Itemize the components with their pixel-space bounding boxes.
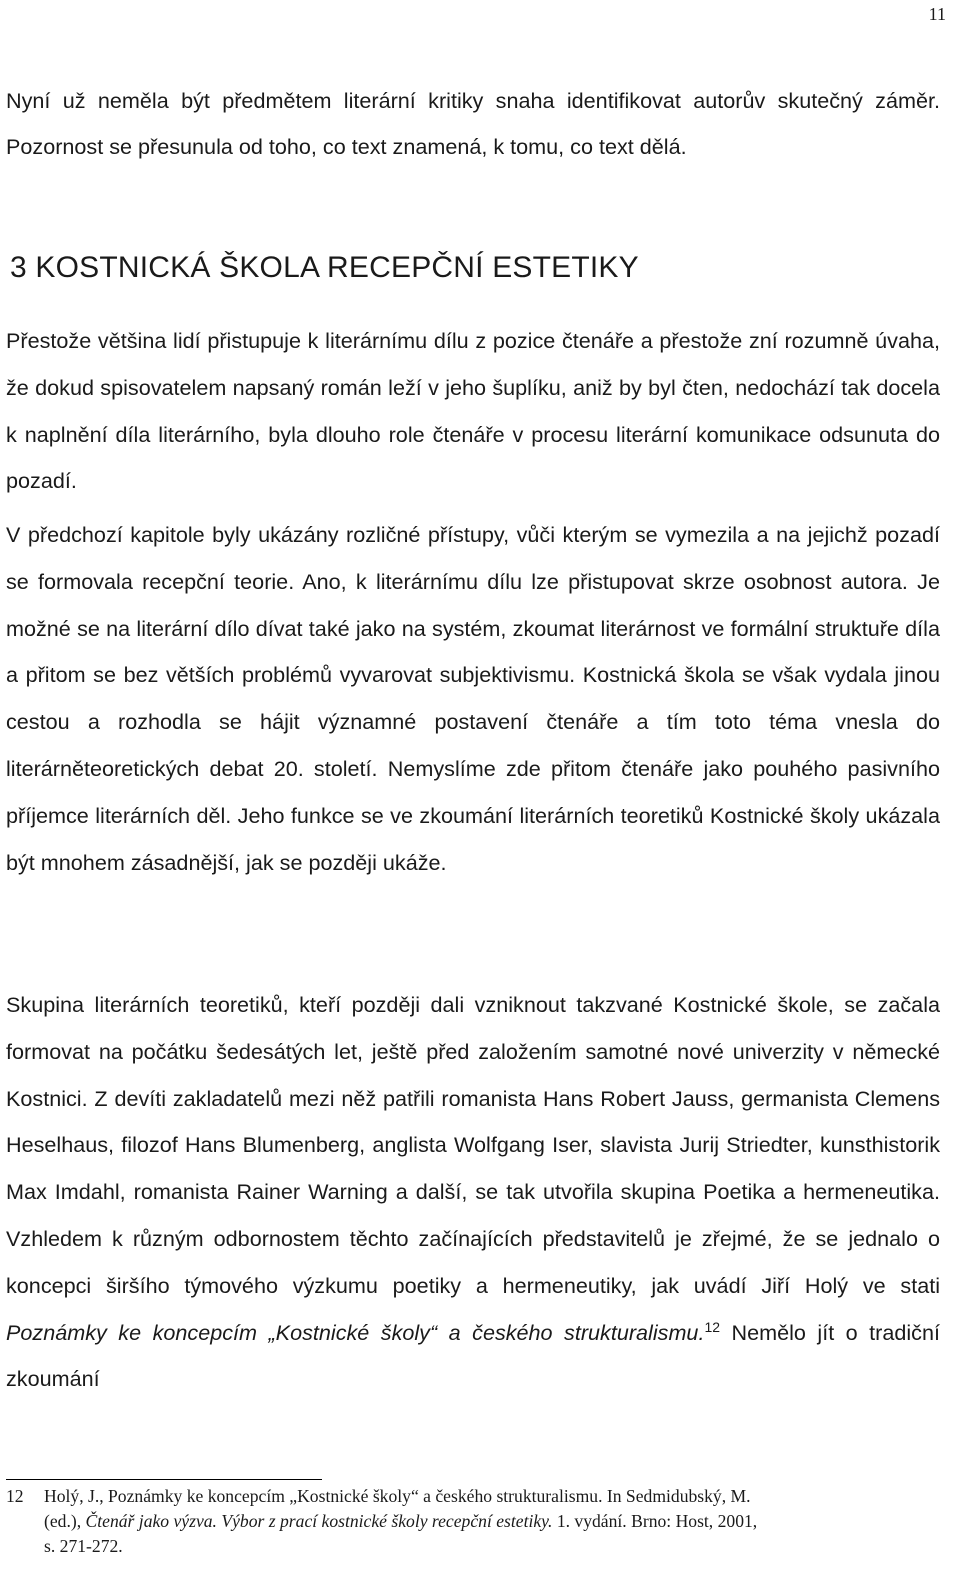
paragraph-2: V předchozí kapitole byly ukázány rozličné přístupy, vůči kterým se vymezila a na jejichž pozadí se formovala recepční teorie. Ano, k literárnímu dílu lze přistupovat skrze osobnost autora. Je možné se na literární dílo dívat také jako na systém, zkoumat literárnost ve formální struktuře díla a přitom se bez větších problémů vyvarovat subjektivismu. Kostnická škola se však vydala jinou cestou a rozhodla se hájit významné postavení čtenáře a tím toto téma vnesla do literárněteoretických debat 20. století. Nemyslíme zde přitom čtenáře jako pouhého pasivního příjemce literárních děl. Jeho funkce se ve zkoumání literárních teoretiků Kostnické školy ukázala být mnohem zásadnější, jak se později ukáže. — [6, 522, 940, 875]
cited-work-title: Poznámky ke koncepcím „Kostnické školy“ a českého strukturalismu. — [6, 1319, 705, 1345]
intro-paragraph: Nyní už neměla být předmětem literární kritiky snaha identifikovat autorův skutečný záměr. Pozornost se přesunula od toho, co text znamená, k tomu, co text dělá. — [6, 88, 940, 159]
footnote — [6, 1484, 936, 1559]
paragraph-3-text: Skupina literárních teoretiků, kteří později dali vzniknout takzvané Kostnické škole, se začala formovat na počátku šedesátých let, ještě před založením samotné nové univerzity v německé Kostnici. Z devíti zakladatelů mezi něž patřili romanista Hans Robert Jauss, germanista Clemens Heselhaus, filozof Hans Blumenberg, anglista Wolfgang Iser, slavista Jurij Striedter, kunsthistorik Max Imdahl, romanista Rainer Warning a další, se tak utvořila skupina Poetika a hermeneutika. Vzhledem k různým odbornostem těchto začínajících představitelů je zřejmé, že se jednalo o koncepci širšího týmového výzkumu poetiky a hermeneutiky, jak uvádí Jiří Holý ve stati — [6, 992, 940, 1298]
footnote-text-2a: (ed.), — [44, 1511, 86, 1531]
footnote-line-2 — [6, 1509, 936, 1534]
footnote-text-2b: 1. vydání. Brno: Host, 2001, — [552, 1511, 758, 1531]
paragraph-3 — [6, 982, 940, 1403]
footnote-text-2-italic: Čtenář jako výzva. Výbor z prací kostnické školy recepční estetiky. — [85, 1511, 553, 1531]
footnote-line-1 — [6, 1484, 936, 1509]
footnote-text-1: Holý, J., Poznámky ke koncepcím „Kostnické školy“ a českého strukturalismu. In Sedmidubský, M. — [44, 1486, 751, 1506]
footnote-divider — [6, 1479, 322, 1480]
paragraph-3-continuation: Nemělo jít o tradiční zkoumání — [6, 1319, 940, 1392]
page-number: 11 — [928, 4, 946, 24]
footnote-line-3: s. 271-272. — [44, 1536, 123, 1556]
paragraph-1: Přestože většina lidí přistupuje k literárnímu dílu z pozice čtenáře a přestože zní rozumně úvaha, že dokud spisovatelem napsaný román leží v jeho šuplíku, aniž by byl čten, nedochází tak docela k naplnění díla literárního, byla dlouho role čtenáře v procesu literární komunikace odsunuta do pozadí. — [6, 328, 940, 494]
chapter-heading: 3 KOSTNICKÁ ŠKOLA RECEPČNÍ ESTETIKY — [10, 251, 639, 284]
footnote-number: 12 — [6, 1486, 24, 1506]
footnote-reference[interactable]: 12 — [704, 1318, 721, 1335]
